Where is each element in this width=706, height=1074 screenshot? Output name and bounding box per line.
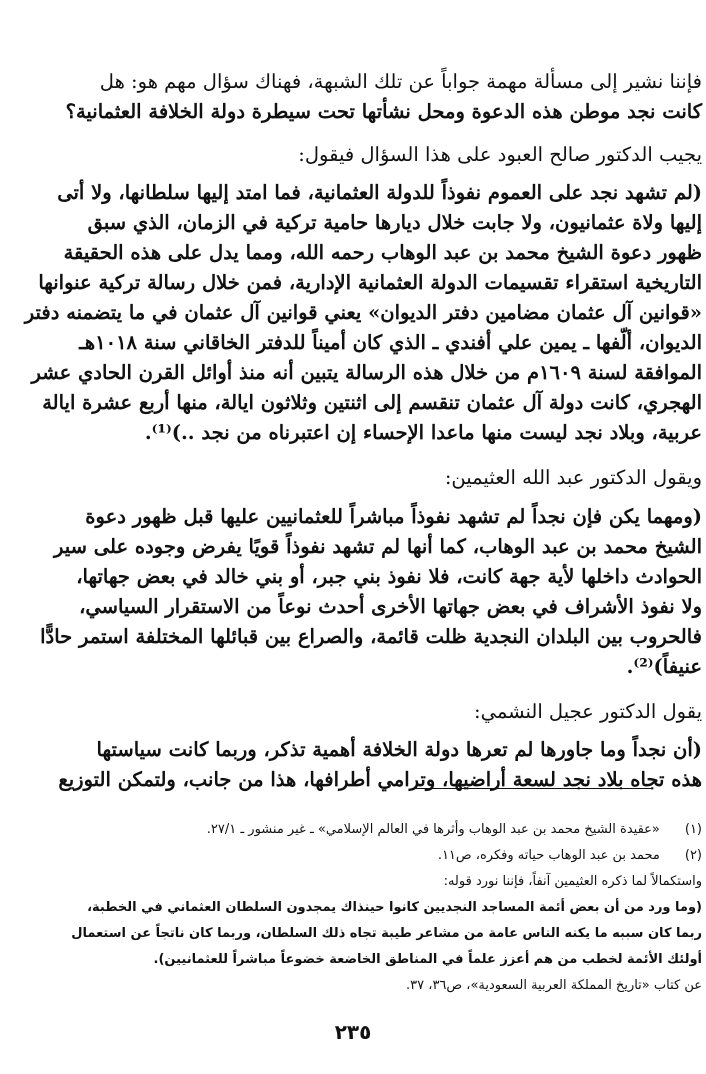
footnote-quote-line: (وما ورد من أن بعض أئمة المساجد النجديين كانوا حينذاك يمجدون السلطان العثماني في الخطبة، [87,900,702,915]
quote-line: ظهور دعوة الشيخ محمد بن عبد الوهاب رحمه الله، ومما يدل على هذه الحقيقة [63,241,702,264]
footnote-quote-line: أولئك الأئمة لخطب من هم أعزز علماً في المناطق الخاضعة خضوعاً مباشراً للعثمانيين). [153,952,702,967]
footnote-quote-line: ربما كان سببه ما يكنه الناس عامة من مشاعر طيبة تجاه ذلك السلطان، وربما كان ناتجاً عن استعمال [71,926,702,941]
quote-line: «قوانين آل عثمان مضامين دفتر الديوان» يعني قوانين آل عثمان في ما يتضمنه دفتر [24,301,702,324]
footnote-separator [412,788,652,789]
intro-line: كانت نجد موطن هذه الدعوة ومحل نشأتها تحت سيطرة دولة الخلافة العثمانية؟ [65,100,702,123]
quote-line: التاريخية استقراء تقسيمات الدولة العثمانية الإدارية، فمن خلال رسالة تركية عنوانها [38,271,702,294]
page-number: ٢٣٥ [334,1020,372,1044]
footnote-item [104,848,702,863]
section-heading: يجيب الدكتور صالح العبود على هذا السؤال فيقول: [298,143,702,166]
quote-line: عنيفاً)⁽²⁾. [626,655,702,678]
quote-line: فالحروب بين البلدان النجدية ظلت قائمة، والصراع بين قبائلها المختلفة استمر حادًّا [40,625,702,648]
quote-line: هذه تجاه بلاد نجد لسعة أراضيها، وترامي أطرافها، هذا من جانب، ولتمكن التوزيع [58,768,702,791]
footnote-text: محمد بن عبد الوهاب حياته وفكره، ص١١. [437,848,660,863]
footnote-source: عن كتاب «تاريخ المملكة العربية السعودية»، ص٣٦، ٣٧. [406,978,702,993]
footnotes [71,822,702,1002]
quote-line: (ومهما يكن فإن نجداً لم تشهد نفوذاً مباشراً للعثمانيين عليها قبل ظهور دعوة [85,505,702,528]
intro-paragraph [65,67,702,127]
section-heading: يقول الدكتور عجيل النشمي: [474,700,702,723]
quote-line: الموافقة لسنة ١٦٠٩م من خلال هذه الرسالة يتبين أنه منذ أوائل القرن الحادي عشر [31,361,702,384]
quote-line: (لم تشهد نجد على العموم نفوذاً للدولة العثمانية، فما امتد إليها سلطانها، ولا أتى [57,181,702,204]
quote-line: الهجري، كانت دولة آل عثمان تنقسم إلى اثنتين وثلاثون ايالة، منها أربع عشرة ايالة [42,391,702,414]
quote-line: الديوان، ألّفها ـ يمين علي أفندي ـ الذي كان أميناً للدفتر الخاقاني سنة ١٠١٨هـ [79,331,702,354]
quote-paragraph [40,502,702,682]
quote-line: الحوادث داخلها لأية جهة كانت، فلا نفوذ بني جبر، أو بني خالد في بعض جهاتها، [76,565,702,588]
intro-line: فإننا نشير إلى مسألة مهمة جواباً عن تلك الشبهة، فهناك سؤال مهم هو: هل [99,70,702,93]
footnote-text: «عقيدة الشيخ محمد بن عبد الوهاب وأثرها في العالم الإسلامي» ـ غير منشور ـ ٢٧/١. [206,822,660,837]
quote-line: عربية، وبلاد نجد ليست منها ماعدا الإحساء إن اعتبرناه من نجد ..)⁽¹⁾. [144,421,702,444]
section-heading: ويقول الدكتور عبد الله العثيمين: [444,466,702,489]
quote-paragraph [24,178,702,448]
footnote-number: (١) [684,822,702,837]
footnote-number: (٢) [684,848,702,863]
quote-line: الشيخ محمد بن عبد الوهاب، كما أنها لم تشهد نفوذاً قويًا يفرض وجوده على سير [53,535,702,558]
footnote-item [104,822,702,837]
quote-line: ولا نفوذ الأشراف في بعض جهاتها الأخرى أحدث نوعاً من الاستقرار السياسي، [79,595,702,618]
footnote-continuation: واستكمالاً لما ذكره العثيمين آنفاً، فإننا نورد قوله: [443,874,702,889]
quote-paragraph [58,735,702,795]
quote-line: إليها ولاة عثمانيون، ولا جابت خلال ديارها حامية تركية في الزمان، الذي سبق [87,211,702,234]
quote-line: (أن نجداً وما جاورها لم تعرها دولة الخلافة أهمية تذكر، وربما كانت سياستها [96,738,702,761]
